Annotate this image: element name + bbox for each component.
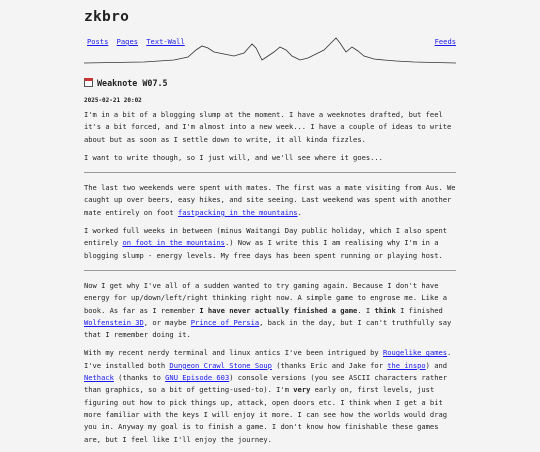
nethack-link[interactable]: Nethack bbox=[84, 373, 114, 383]
calendar-icon bbox=[84, 78, 93, 87]
site-title[interactable]: zkbro bbox=[84, 9, 130, 25]
post-title-text: Weaknote W07.5 bbox=[97, 78, 168, 88]
paragraph: With my recent nerdy terminal and linux antics I've been intrigued by Rougelike games. I've installed both Dungeon Crawl Stone Soup (thanks Eric and Jake for the inspo) and Nethack (thanks to GNU Episode 603) console versions (you see ASCII characters rather than graphics, so a bit of getting-used-to). I'm very early on, first levels, just figuring out how to pick things up, attack, open doors etc. I think when I get a bit more familiar with the keys I will enjoy it more. I can see how the worlds would drag you in. Anyway my goal is to finish a game. I don't know how finishable these games are, but I feel like I'll enjoy the journey. bbox=[84, 348, 452, 444]
prince-of-persia-link[interactable]: Prince of Persia bbox=[190, 317, 260, 327]
post-content bbox=[84, 109, 456, 452]
nav-posts-link[interactable]: Posts bbox=[87, 37, 109, 46]
on-foot-link[interactable]: on foot in the mountains bbox=[122, 238, 225, 248]
fastpacking-link[interactable]: fastpacking in the mountains bbox=[177, 207, 298, 217]
nav-text-wall-link[interactable]: Text-Wall bbox=[146, 37, 185, 46]
paragraph: I want to write though, so I just will, and we'll see where it goes... bbox=[84, 152, 383, 162]
post-title bbox=[84, 77, 168, 89]
paragraph: I worked full weeks in between (minus Waitangi Day public holiday, which I also spent entirely on foot in the mountains.) Now as I write this I am realising why I'm in a blogging slump - energy levels. My free days has been spent running or playing host. bbox=[84, 226, 448, 260]
paragraph: I'm in a bit of a blogging slump at the moment. I have a weeknotes drafted, but feel it's a bit forced, and I'm almost into a new week... I have a couple of ideas to write about but as soon as I settle down to write, it all kinda fizzles. bbox=[84, 110, 452, 144]
post-date: 2025-02-21 20:02 bbox=[84, 97, 142, 104]
paragraph: The last two weekends were spent with mates. The first was a mate visiting from Aus. We caught up over beers, easy hikes, and site seeing. Last weekend was spent with another mate entirely on foot fastpacking in the mountains. bbox=[84, 183, 456, 217]
roguelike-link[interactable]: Rougelike games bbox=[382, 348, 448, 358]
main-nav bbox=[87, 36, 189, 48]
inspo-link[interactable]: the inspo bbox=[387, 360, 426, 370]
dcss-link[interactable]: Dungeon Crawl Stone Soup bbox=[169, 360, 272, 370]
feeds-link[interactable]: Feeds bbox=[434, 37, 456, 46]
wolfenstein-link[interactable]: Wolfenstein 3D bbox=[84, 317, 144, 327]
gnu-episode-link[interactable]: GNU Episode 603 bbox=[165, 373, 230, 383]
paragraph: Now I get why I've all of a sudden wanted to try gaming again. Because I don't have energy for up/down/left/right thinking right now. A simple game to engrose me. Like a book. As far as I remember I have never actually finished a game. I think I finished Wolfenstein 3D, or maybe Prince of Persia, back in the day, but I can't truthfully say that I remember doing it. bbox=[84, 280, 452, 340]
nav-pages-link[interactable]: Pages bbox=[116, 37, 138, 46]
divider bbox=[84, 270, 456, 271]
divider bbox=[84, 172, 456, 173]
